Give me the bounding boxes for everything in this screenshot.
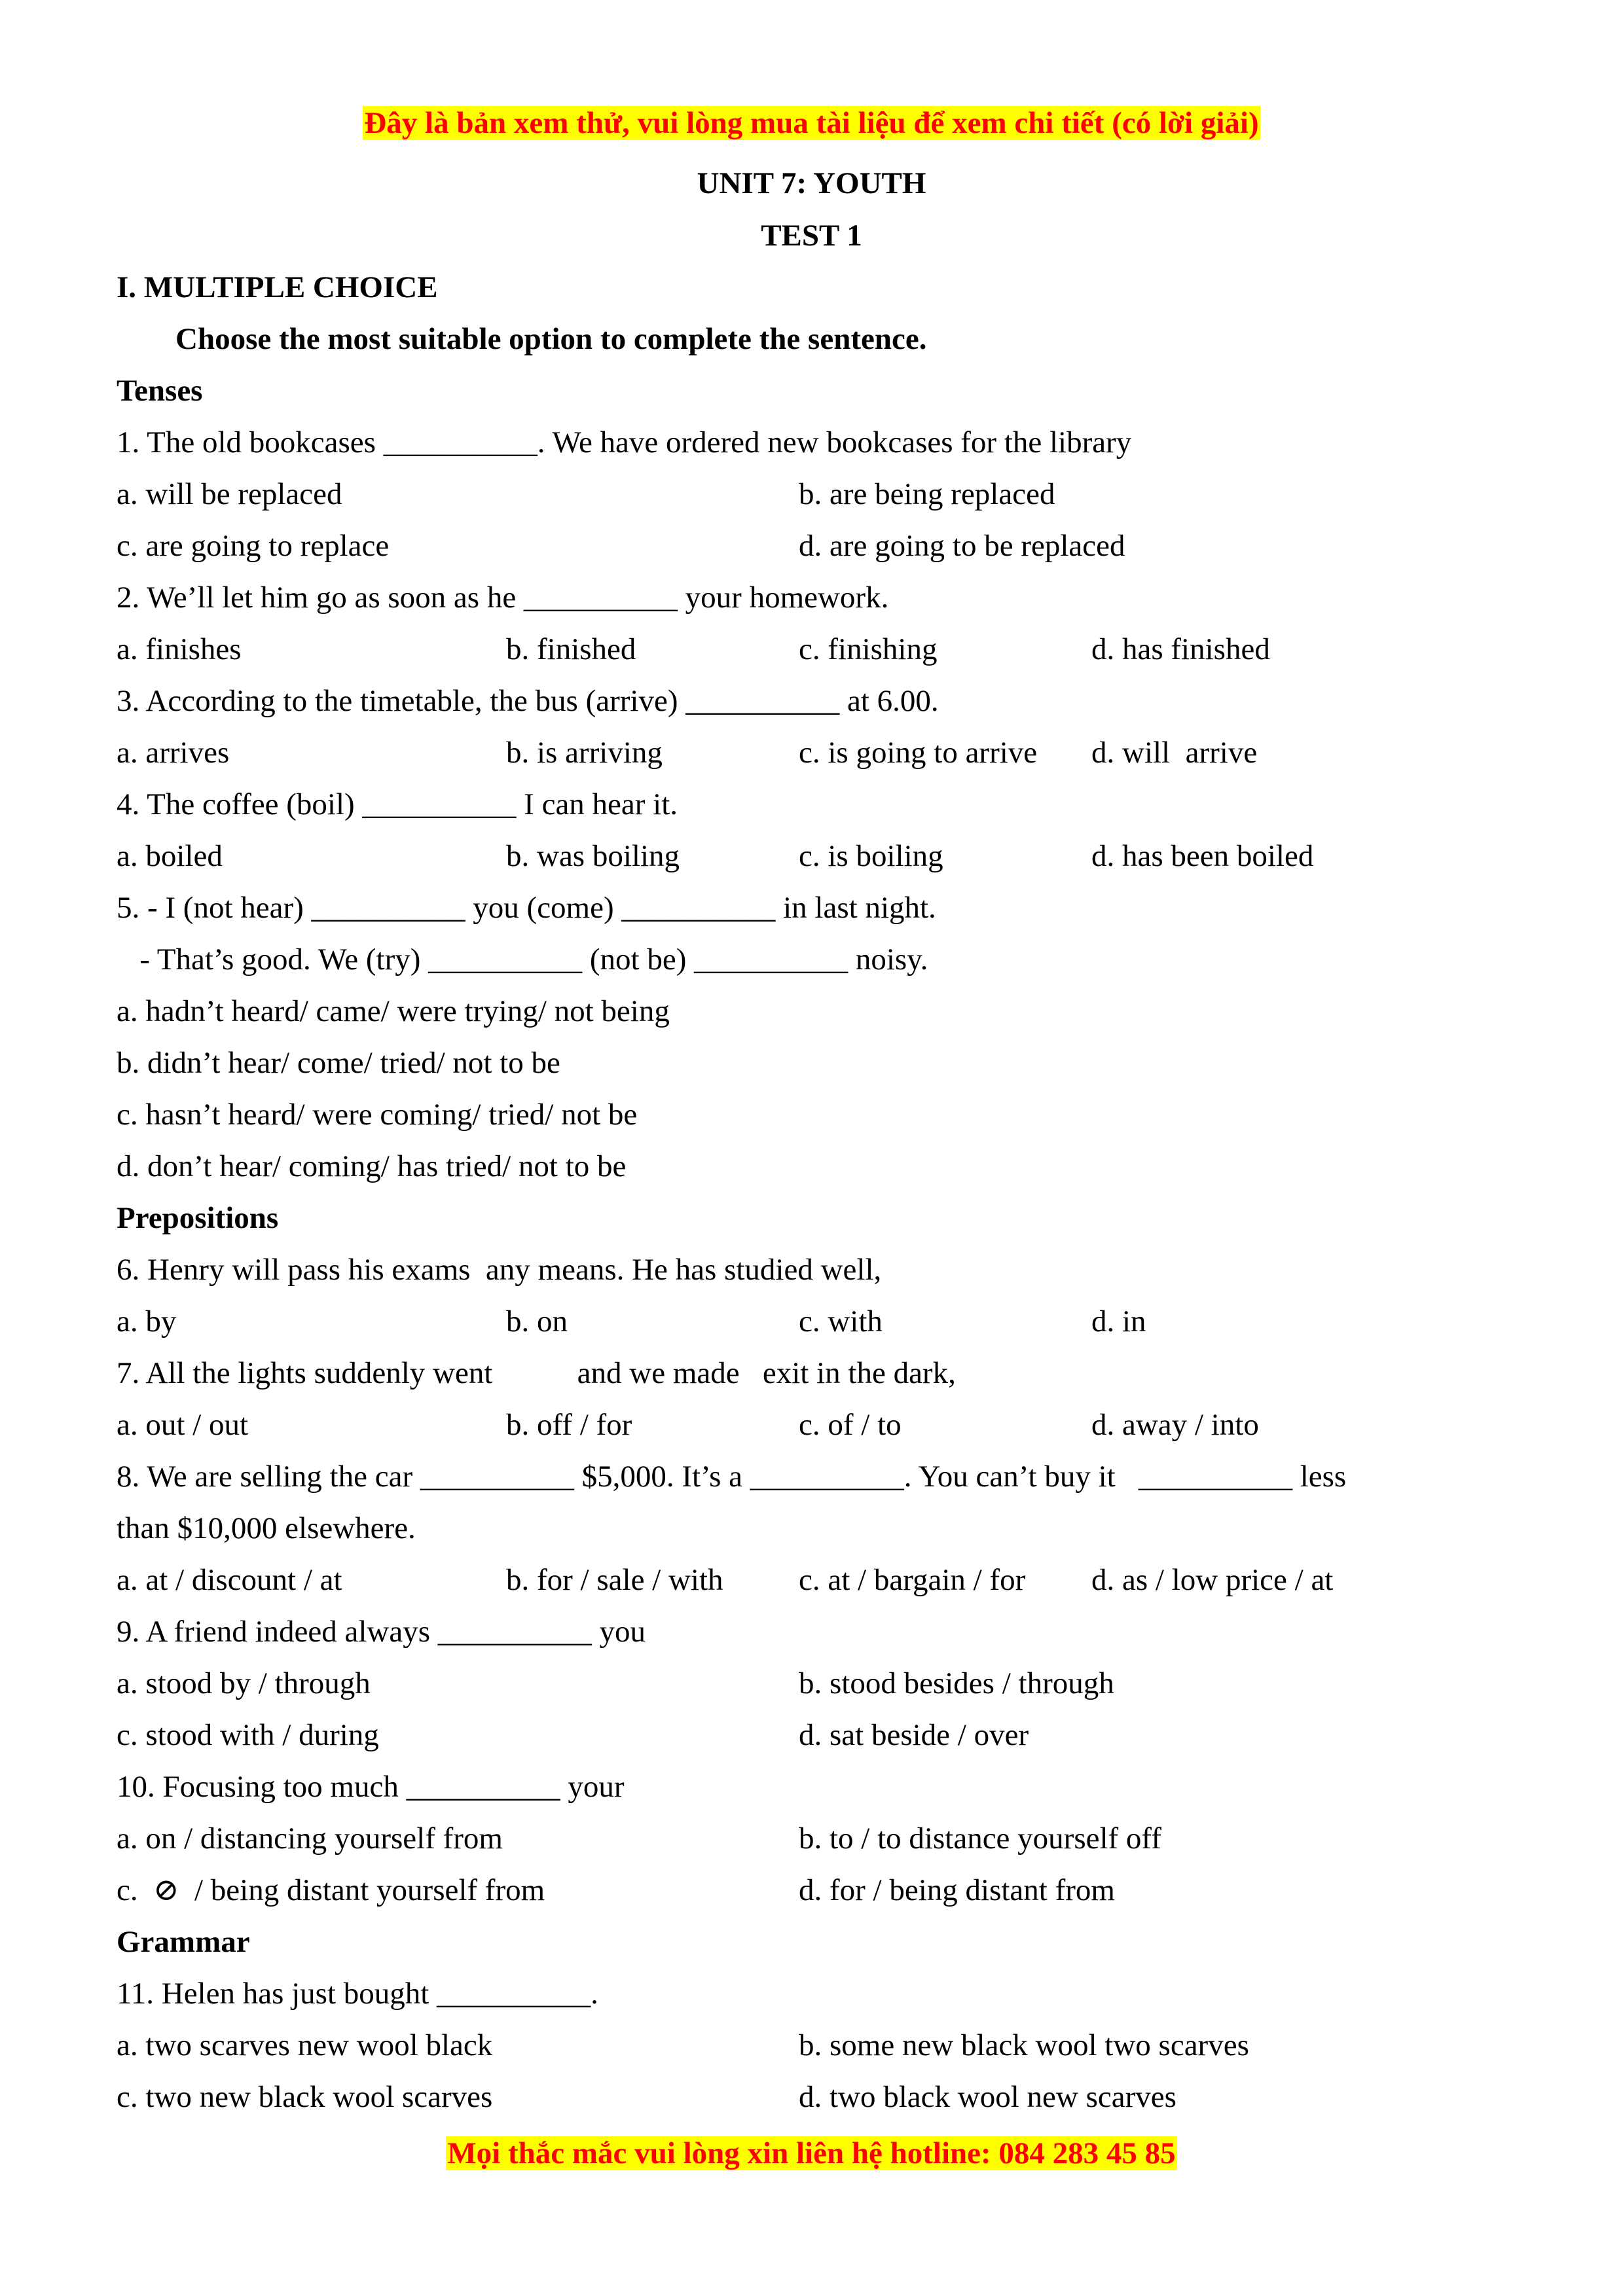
q11-option-a: a. two scarves new wool black xyxy=(117,2028,493,2062)
hotline-banner xyxy=(0,2134,1623,2173)
test-title: TEST 1 xyxy=(761,219,862,253)
question-9: 9. A friend indeed always __________ you xyxy=(117,1615,646,1649)
question-3: 3. According to the timetable, the bus (arrive) __________ at 6.00. xyxy=(117,684,939,718)
q6-option-a: a. by xyxy=(117,1304,177,1338)
q7-option-b: b. off / for xyxy=(506,1408,632,1442)
q8-option-c: c. at / bargain / for xyxy=(799,1563,1026,1597)
q9-option-d: d. sat beside / over xyxy=(799,1718,1029,1752)
q7-option-c: c. of / to xyxy=(799,1408,902,1442)
question-6: 6. Henry will pass his exams any means. He has studied well, xyxy=(117,1253,882,1287)
q7-option-d: d. away / into xyxy=(1091,1408,1259,1442)
question-7: 7. All the lights suddenly went and we made exit in the dark, xyxy=(117,1356,956,1390)
preview-notice-text: Đây là bản xem thử, vui lòng mua tài liệu để xem chi tiết (có lời giải) xyxy=(364,106,1259,140)
q1-option-d: d. are going to be replaced xyxy=(799,529,1125,563)
q4-option-a: a. boiled xyxy=(117,839,223,873)
q11-option-c: c. two new black wool scarves xyxy=(117,2080,493,2114)
q9-option-b: b. stood besides / through xyxy=(799,1666,1114,1700)
q2-option-b: b. finished xyxy=(506,632,636,666)
q10-option-d: d. for / being distant from xyxy=(799,1873,1115,1907)
q10-option-c: c. ⊘ / being distant yourself from xyxy=(117,1873,545,1907)
q5-option-b: b. didn’t hear/ come/ tried/ not to be xyxy=(117,1046,560,1080)
section-title: I. MULTIPLE CHOICE xyxy=(117,270,438,304)
q7-option-a: a. out / out xyxy=(117,1408,249,1442)
unit-title: UNIT 7: YOUTH xyxy=(697,166,926,200)
q11-option-b: b. some new black wool two scarves xyxy=(799,2028,1249,2062)
q2-option-a: a. finishes xyxy=(117,632,242,666)
question-5-line2: - That’s good. We (try) __________ (not be) __________ noisy. xyxy=(117,942,928,977)
q1-option-a: a. will be replaced xyxy=(117,477,342,511)
q6-option-d: d. in xyxy=(1091,1304,1146,1338)
question-4: 4. The coffee (boil) __________ I can hear it. xyxy=(117,787,678,821)
q6-option-b: b. on xyxy=(506,1304,568,1338)
q4-option-c: c. is boiling xyxy=(799,839,943,873)
q2-option-d: d. has finished xyxy=(1091,632,1270,666)
q2-option-c: c. finishing xyxy=(799,632,938,666)
q3-option-b: b. is arriving xyxy=(506,736,663,770)
q9-option-c: c. stood with / during xyxy=(117,1718,379,1752)
q8-option-d: d. as / low price / at xyxy=(1091,1563,1334,1597)
q3-option-a: a. arrives xyxy=(117,736,230,770)
question-8-line2: than $10,000 elsewhere. xyxy=(117,1511,416,1545)
q8-option-a: a. at / discount / at xyxy=(117,1563,342,1597)
q8-option-b: b. for / sale / with xyxy=(506,1563,723,1597)
heading-grammar: Grammar xyxy=(117,1925,250,1959)
q6-option-c: c. with xyxy=(799,1304,883,1338)
q5-option-a: a. hadn’t heard/ came/ were trying/ not being xyxy=(117,994,670,1028)
q10-option-a: a. on / distancing yourself from xyxy=(117,1821,503,1856)
q10-option-b: b. to / to distance yourself off xyxy=(799,1821,1161,1856)
q5-option-c: c. hasn’t heard/ were coming/ tried/ not be xyxy=(117,1098,638,1132)
heading-prepositions: Prepositions xyxy=(117,1201,279,1235)
instruction: Choose the most suitable option to complete the sentence. xyxy=(175,322,927,356)
q4-option-d: d. has been boiled xyxy=(1091,839,1314,873)
question-11: 11. Helen has just bought __________. xyxy=(117,1977,598,2011)
question-8: 8. We are selling the car __________ $5,000. It’s a __________. You can’t buy it __________ less xyxy=(117,1460,1347,1494)
q11-option-d: d. two black wool new scarves xyxy=(799,2080,1176,2114)
preview-notice-banner xyxy=(0,103,1623,143)
hotline-text: Mọi thắc mắc vui lòng xin liên hệ hotline: 084 283 45 85 xyxy=(447,2136,1176,2170)
q1-option-c: c. are going to replace xyxy=(117,529,390,563)
question-10: 10. Focusing too much __________ your xyxy=(117,1770,625,1804)
q1-option-b: b. are being replaced xyxy=(799,477,1055,511)
question-2: 2. We’ll let him go as soon as he __________ your homework. xyxy=(117,581,889,615)
q3-option-d: d. will arrive xyxy=(1091,736,1258,770)
q4-option-b: b. was boiling xyxy=(506,839,680,873)
q5-option-d: d. don’t hear/ coming/ has tried/ not to be xyxy=(117,1149,627,1183)
question-5: 5. - I (not hear) __________ you (come) __________ in last night. xyxy=(117,891,936,925)
heading-tenses: Tenses xyxy=(117,374,203,408)
q9-option-a: a. stood by / through xyxy=(117,1666,371,1700)
question-1: 1. The old bookcases __________. We have ordered new bookcases for the library xyxy=(117,425,1132,459)
q3-option-c: c. is going to arrive xyxy=(799,736,1038,770)
